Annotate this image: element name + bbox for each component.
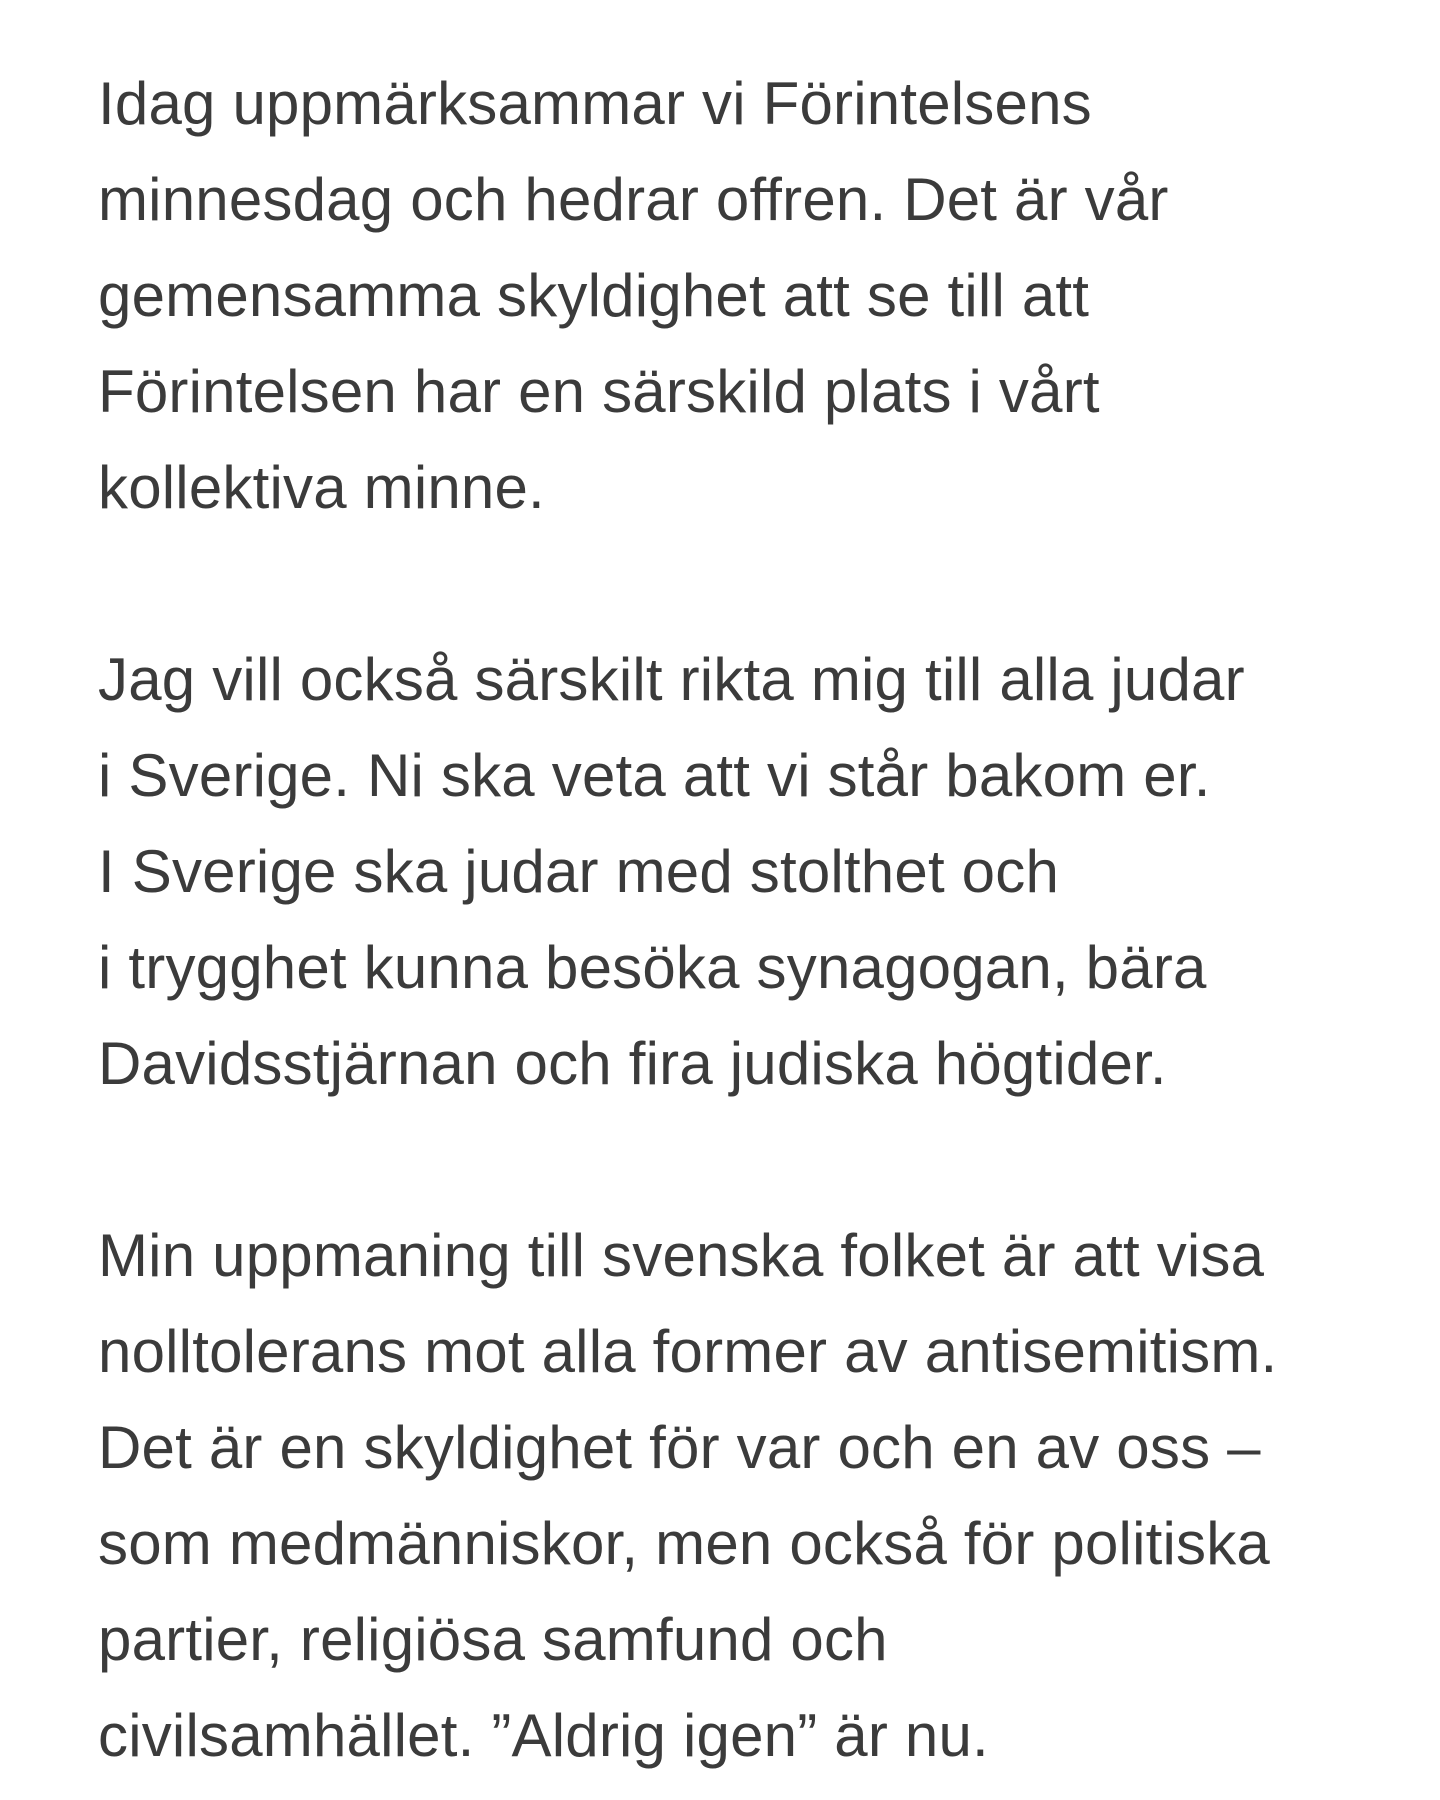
paragraph-jews-in-sweden: [98, 632, 1398, 1112]
text-line: I Sverige ska judar med stolthet och: [98, 838, 1060, 905]
text-line: civilsamhället. ”Aldrig igen” är nu.: [98, 1702, 989, 1769]
paragraph-spacer: [98, 536, 1398, 632]
text-line: i Sverige. Ni ska veta att vi står bakom er.: [98, 742, 1211, 809]
text-line: Jag vill också särskilt rikta mig till alla judar: [98, 646, 1245, 713]
text-line: minnesdag och hedrar offren. Det är vår: [98, 166, 1169, 233]
text-line: kollektiva minne.: [98, 454, 545, 521]
text-line: som medmänniskor, men också för politiska: [98, 1510, 1270, 1577]
text-line: gemensamma skyldighet att se till att: [98, 262, 1090, 329]
document-text: [98, 56, 1398, 1784]
text-line: partier, religiösa samfund och: [98, 1606, 888, 1673]
text-line: Förintelsen har en särskild plats i vårt: [98, 358, 1100, 425]
text-line: Min uppmaning till svenska folket är att visa: [98, 1222, 1265, 1289]
text-line: i trygghet kunna besöka synagogan, bära: [98, 934, 1207, 1001]
text-line: Davidsstjärnan och fira judiska högtider.: [98, 1030, 1167, 1097]
paragraph-spacer: [98, 1112, 1398, 1208]
text-line: Det är en skyldighet för var och en av oss –: [98, 1414, 1261, 1481]
paragraph-call-to-action: [98, 1208, 1398, 1784]
paragraph-remembrance: [98, 56, 1398, 536]
text-line: Idag uppmärksammar vi Förintelsens: [98, 70, 1092, 137]
text-line: nolltolerans mot alla former av antisemitism.: [98, 1318, 1278, 1385]
